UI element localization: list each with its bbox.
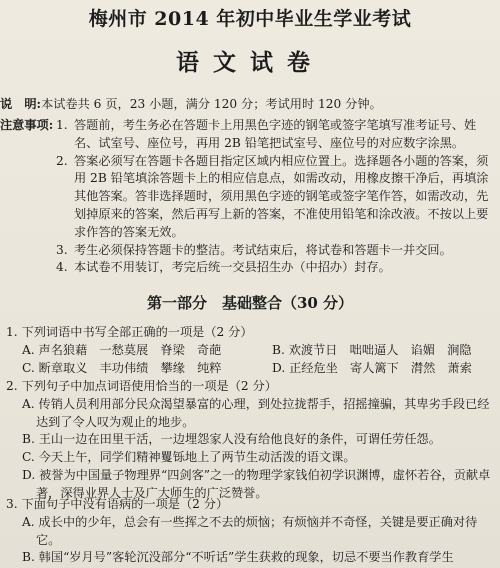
note-text: 答案必须写在答题卡各题目指定区域内相应位置上。选择题各小题的答案，须用 2B 铅笔填涂答题卡上的相应信息点，如需改动，用橡皮擦干净后，再填涂其他答案。答非选择题时，须用黑色字迹的钢笔或签字笔作答，如需改动，先划掉原来的答案，然后再写上新的答案，不准使用铅笔和涂改液。不按以上要求作答的答案无效。 (74, 153, 489, 239)
options-grid (6, 342, 496, 378)
option-c: C. 今天上午，同学们精神矍铄地上了两节生动活泼的语文课。 (22, 450, 356, 465)
paper-subtitle: 语文试卷 (176, 49, 324, 76)
note-text: 考生必须保持答题卡的整洁。考试结束后，将试卷和答题卡一并交回。 (74, 242, 452, 257)
note-text: 答题前，考生务必在答题卡上用黑色字迹的钢笔或签字笔填写准考证号、姓名、试室号、座位号，再用 2B 铅笔把试室号、座位号的对应数字涂黑。 (74, 118, 477, 150)
instructions (0, 96, 496, 114)
option-d: D. 被誉为中国量子物理界“四剑客”之一的物理学家钱伯初学识渊博，虚怀若谷，贡献卓著，深得业界人士及广大师生的广泛赞誉。 (22, 467, 491, 500)
notes-list (56, 117, 496, 277)
question-stem: 2. 下列句子中加点词语使用恰当的一项是（2 分） (6, 379, 277, 393)
option-b: B. 欢渡节日 咄咄逼人 谄媚 涧隐 (272, 342, 472, 357)
note-number: 4. (56, 260, 68, 275)
note-item (56, 117, 496, 153)
question-1 (6, 324, 496, 377)
note-item (56, 242, 496, 260)
instructions-label: 说 明: (0, 97, 42, 111)
note-number: 1. (56, 118, 68, 132)
option-a: A. 声名狼藉 一愁莫展 脊梁 奇葩 (22, 342, 222, 357)
question-stem: 3. 下面句子中没有语病的一项是（2 分） (6, 497, 229, 511)
instructions-text: 本试卷共 6 页，23 小题，满分 120 分；考试用时 120 分钟。 (41, 97, 382, 111)
section-heading: 第一部分 基础整合（30 分） (146, 294, 354, 312)
question-3 (6, 496, 496, 567)
notes-label: 注意事项: (0, 118, 54, 132)
question-stem: 1. 下列词语中书写全部正确的一项是（2 分） (6, 325, 253, 339)
question-2 (6, 378, 496, 503)
note-text: 本试卷不用装订，考完后统一交县招生办（中招办）封存。 (74, 260, 391, 275)
note-item (56, 153, 496, 242)
option-b: B. 王山一边在田里干活，一边埋怨家人没有给他良好的条件，可谓任劳任怨。 (22, 432, 441, 447)
option-c: C. 断章取义 丰功伟绩 攀缘 纯粹 (22, 360, 222, 375)
exam-title: 梅州市 2014 年初中毕业生学业考试 (88, 8, 412, 30)
option-a: A. 成长中的少年，总会有一些挥之不去的烦恼；有烦恼并不奇怪，关键是要正确对待它。 (22, 514, 478, 547)
note-number: 3. (56, 242, 68, 257)
option-a: A. 传销人员利用部分民众渴望暴富的心理，到处拉拢帮手，招摇撞骗，其卑劣手段已经达到了令人叹为观止的地步。 (22, 396, 490, 429)
note-item (56, 259, 496, 277)
option-d: D. 正经危坐 寄人篱下 潸然 萧索 (272, 360, 472, 375)
option-b: B. 韩国“岁月号”客轮沉没部分“不听话”学生获救的现象，切忌不要当作教育学生 (22, 550, 454, 565)
note-number: 2. (56, 153, 68, 168)
